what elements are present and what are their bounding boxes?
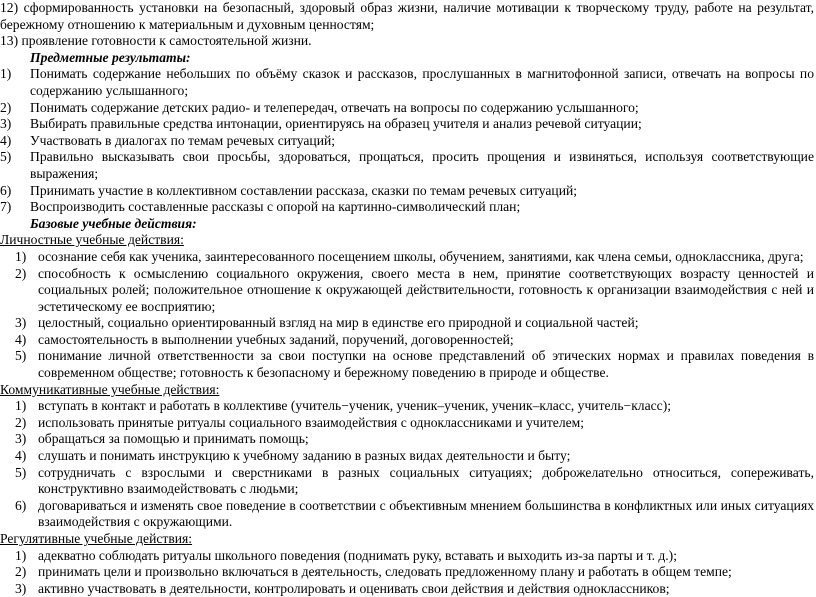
list-item: [0, 348, 816, 381]
item-number: 3): [15, 580, 27, 596]
list-item: [0, 315, 816, 332]
item-text: осознание себя как ученика, заинтересованного посещением школы, обучением, занятиями, как члена семьи, одноклассника, друга;: [38, 248, 804, 264]
list-item: [0, 199, 816, 216]
list-item: [0, 100, 816, 117]
subject-results-list: [0, 66, 816, 215]
item-number: 2): [15, 265, 27, 281]
item-number: 5): [15, 464, 27, 480]
item-text: адекватно соблюдать ритуалы школьного поведения (поднимать руку, вставать и выходить из-за парты и т. д.);: [38, 547, 677, 563]
item-text: Понимать содержание небольших по объёму сказок и рассказов, прослушанных в магнитофонной записи, отвечать на вопросы по содержанию услышанного;: [30, 66, 814, 98]
regulatory-actions-title: Регулятивные учебные действия:: [0, 531, 193, 546]
item-text: Воспроизводить составленные рассказы с опорой на картинно-символический план;: [30, 199, 521, 215]
list-item: [0, 581, 816, 597]
item-text: использовать принятые ритуалы социального взаимодействия с одноклассниками и учителем;: [38, 414, 585, 430]
personal-actions-title: Личностные учебные действия:: [0, 232, 184, 248]
item-number: 1): [15, 398, 27, 414]
personal-actions-list: [0, 249, 816, 382]
item-number: 1): [15, 248, 27, 264]
list-item: [0, 564, 816, 581]
item-number: 1): [0, 66, 12, 82]
item-text: договариваться и изменять свое поведение в соответствии с объективным мнением большинства в конфликтных или иных ситуациях взаимодействия с окружающими.: [38, 497, 814, 530]
item-text: Понимать содержание детских радио- и телепередач, отвечать на вопросы по содержанию услышанного;: [30, 99, 639, 115]
basic-actions-heading: Базовые учебные действия:: [30, 215, 197, 231]
list-item: [0, 398, 816, 415]
list-item: [0, 249, 816, 266]
list-item: [0, 431, 816, 448]
item-text: Принимать участие в коллективном составлении рассказа, сказки по темам речевых ситуаций;: [30, 182, 578, 198]
list-item: [0, 116, 816, 133]
list-item: [0, 133, 816, 150]
item-number: 3): [15, 431, 27, 447]
communicative-actions-list: [0, 398, 816, 531]
item-number: 2): [15, 414, 27, 430]
item-text: Правильно высказывать свои просьбы, здороваться, прощаться, просить прощения и извиняться, используя соответствующие выражения;: [30, 149, 814, 181]
list-item: [0, 465, 816, 498]
item-number: 6): [15, 497, 27, 513]
item-text: способность к осмыслению социального окружения, своего места в нем, принятие соответствующих возрасту ценностей и социальных ролей; положительное отношение к окружающей действительности, готовность к организации взаимодействия с ней и эстетическому ее восприятию;: [38, 265, 814, 314]
list-item: [0, 266, 816, 316]
item-text: целостный, социально ориентированный взгляд на мир в единстве его природной и социальной частей;: [38, 315, 639, 331]
communicative-actions-title: Коммуникативные учебные действия:: [0, 381, 220, 397]
intro-item-12: 12) сформированность установки на безопасный, здоровый образ жизни, наличие мотивации к творческому труду, работе на результат, бережному отношению к материальным и духовным ценностям;: [0, 0, 814, 32]
item-text: сотрудничать с взрослыми и сверстниками в разных социальных ситуациях; доброжелательно относиться, сопереживать, конструктивно взаимодействовать с людьми;: [38, 464, 814, 497]
regulatory-actions-list: [0, 548, 816, 597]
item-number: 4): [0, 132, 12, 148]
item-number: 7): [0, 199, 12, 215]
item-number: 5): [0, 149, 12, 165]
item-text: активно участвовать в деятельности, контролировать и оценивать свои действия и действия одноклассников;: [38, 580, 670, 596]
item-number: 6): [0, 182, 12, 198]
item-number: 1): [15, 547, 27, 563]
item-text: обращаться за помощью и принимать помощь;: [38, 431, 309, 447]
item-text: принимать цели и произвольно включаться в деятельность, следовать предложенному плану и работать в общем темпе;: [38, 564, 732, 580]
list-item: [0, 548, 816, 565]
item-number: 5): [15, 348, 27, 364]
item-number: 2): [15, 564, 27, 580]
item-number: 4): [15, 331, 27, 347]
item-number: 2): [0, 99, 12, 115]
list-item: [0, 183, 816, 200]
list-item: [0, 332, 816, 349]
item-number: 4): [15, 448, 27, 464]
list-item: [0, 448, 816, 465]
list-item: [0, 498, 816, 531]
item-text: слушать и понимать инструкцию к учебному заданию в разных видах деятельности и быту;: [38, 448, 571, 464]
list-item: [0, 415, 816, 432]
intro-item-13: 13) проявление готовности к самостоятельной жизни.: [0, 33, 312, 49]
item-text: понимание личной ответственности за свои поступки на основе представлений об этических нормах и правилах поведения в современном обществе; готовность к безопасному и бережному поведению в природе и обществе.: [38, 348, 814, 381]
item-text: Выбирать правильные средства интонации, ориентируясь на образец учителя и анализ речевой ситуации;: [30, 116, 642, 132]
item-text: вступать в контакт и работать в коллективе (учитель−ученик, ученик–ученик, ученик–класс, учитель−класс);: [38, 398, 671, 414]
item-number: 3): [15, 315, 27, 331]
item-text: самостоятельность в выполнении учебных заданий, поручений, договоренностей;: [38, 331, 514, 347]
list-item: [0, 66, 816, 99]
item-number: 3): [0, 116, 12, 132]
list-item: [0, 149, 816, 182]
item-text: Участвовать в диалогах по темам речевых ситуаций;: [30, 132, 336, 148]
subject-results-heading: Предметные результаты:: [30, 49, 191, 65]
